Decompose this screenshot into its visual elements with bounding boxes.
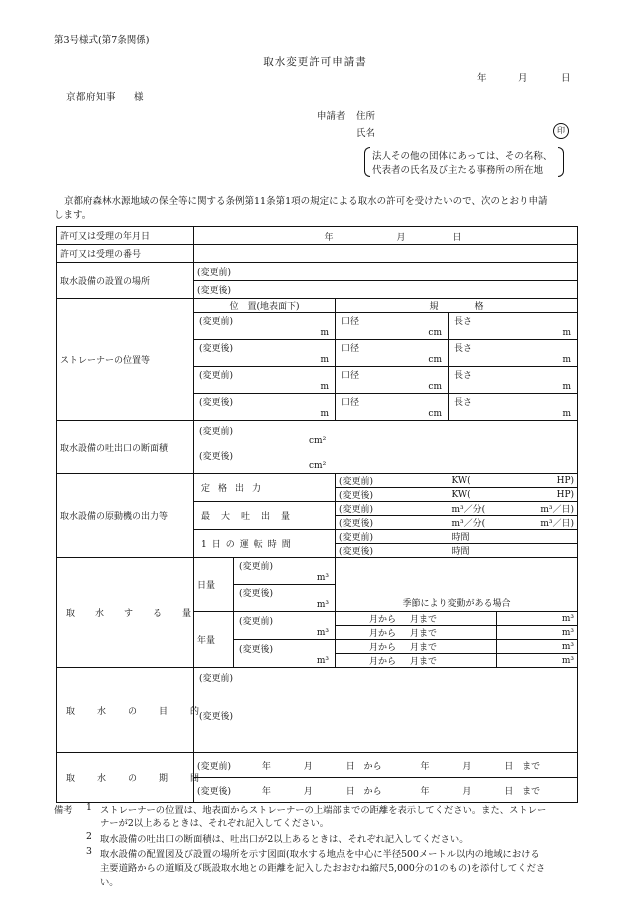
remark-1-number: 1 — [86, 802, 92, 813]
seasonal-before-2-volume[interactable]: m³ — [497, 626, 578, 640]
remark-3-line-3: い。 — [100, 877, 119, 888]
strainer-bore-after-2[interactable]: 口径 cm — [336, 394, 449, 421]
application-table — [56, 226, 578, 803]
location-after-field[interactable]: (変更後) — [194, 281, 578, 299]
intro-line-1: 京都府森林水源地域の保全等に関する条例第11条第1項の規定による取水の許可を受けたいので、次のとおり申請 — [64, 196, 548, 207]
hours-before-label: (変更前) — [336, 530, 449, 544]
seasonal-after-1-volume[interactable]: m³ — [497, 640, 578, 654]
remark-3-line-2: 主要道路からの道順及び既設取水地との距離を記入したおおむね縮尺5,000分の1のもの)を添付してくださ — [100, 863, 546, 874]
applicant-label: 申請者 — [317, 111, 346, 122]
strainer-position-after-1[interactable]: (変更後) m — [194, 340, 336, 367]
remark-3-line-1: 取水設備の配置図及び設置の場所を示す図面(取水する地点を中心に半径500メートル以内の地域における — [100, 849, 540, 860]
label-location: 取水設備の設置の場所 — [57, 263, 194, 299]
yearly-volume-after[interactable]: (変更後) m³ — [234, 640, 336, 668]
strainer-bore-before[interactable]: 口径 cm — [336, 313, 449, 340]
purpose-field[interactable]: (変更前) (変更後) — [194, 668, 578, 753]
date-year: 年 — [477, 73, 487, 84]
label-intake-volume: 取水する量 — [57, 558, 194, 668]
motor-rated-label: 定格出力 — [194, 474, 336, 502]
organization-note: 法人その他の団体にあっては、その名称、 代表者の氏名及び主たる事務所の所在地 — [364, 147, 564, 177]
strainer-length-after-2[interactable]: 長さ m — [449, 394, 578, 421]
seasonal-before-1-volume[interactable]: m³ — [497, 612, 578, 626]
outlet-area-field[interactable]: (変更前) cm² (変更後) cm² — [194, 421, 578, 474]
rated-after-kw[interactable]: KW( — [449, 488, 497, 502]
strainer-length-after-1[interactable]: 長さ m — [449, 340, 578, 367]
strainer-bore-after-1[interactable]: 口径 cm — [336, 340, 449, 367]
seasonal-after-2[interactable]: 月から 月まで — [336, 654, 497, 668]
label-motor-output: 取水設備の原動機の出力等 — [57, 474, 194, 558]
strainer-position-before-2[interactable]: (変更前) m — [194, 367, 336, 394]
label-intake-period: 取水の期間 — [57, 753, 194, 803]
daily-volume-before[interactable]: (変更前) m³ — [234, 558, 336, 585]
strainer-spec-header: 規 格 — [336, 299, 578, 313]
strainer-bore-before-2[interactable]: 口径 cm — [336, 367, 449, 394]
label-intake-purpose: 取水の目的 — [57, 668, 194, 753]
seasonal-before-2[interactable]: 月から 月まで — [336, 626, 497, 640]
label-permit-date: 許可又は受理の年月日 — [57, 227, 194, 245]
form-title: 取水変更許可申請書 — [263, 56, 367, 68]
seasonal-header: 季節により変動がある場合 — [336, 558, 578, 612]
addressee-honorific: 様 — [134, 92, 144, 103]
max-after-per-day[interactable]: m³／日) — [497, 516, 578, 530]
right-brace — [558, 147, 564, 177]
max-after-per-min[interactable]: m³／分( — [449, 516, 497, 530]
remark-2-line-1: 取水設備の吐出口の断面積は、吐出口が2以上あるときは、それぞれ記入してください。 — [100, 834, 469, 845]
label-outlet-area: 取水設備の吐出口の断面積 — [57, 421, 194, 474]
intro-line-2: します。 — [54, 210, 92, 221]
daily-volume-label: 日量 — [194, 558, 234, 612]
permit-number-field[interactable] — [194, 245, 578, 263]
strainer-position-header: 位 置(地表面下) — [194, 299, 336, 313]
location-before-field[interactable]: (変更前) — [194, 263, 578, 281]
hours-before-field[interactable]: 時間 — [449, 530, 578, 544]
seal-mark: 印 — [553, 123, 569, 139]
applicant-address-label: 住所 — [356, 111, 376, 122]
strainer-position-before[interactable]: (変更前) m — [194, 313, 336, 340]
date-month: 月 — [518, 73, 528, 84]
motor-daily-hours-label: 1日の運転時間 — [194, 530, 336, 558]
yearly-volume-label: 年量 — [194, 612, 234, 668]
rated-after-hp[interactable]: HP) — [497, 488, 578, 502]
seasonal-after-1[interactable]: 月から 月まで — [336, 640, 497, 654]
max-before-label: (変更前) — [336, 502, 449, 516]
max-before-per-day[interactable]: m³／日) — [497, 502, 578, 516]
rated-before-label: (変更前) — [336, 474, 449, 488]
form-number: 第3号様式(第7条関係) — [54, 35, 150, 46]
strainer-length-before-2[interactable]: 長さ m — [449, 367, 578, 394]
hours-after-label: (変更後) — [336, 544, 449, 558]
permit-date-field[interactable]: 年 月 日 — [194, 227, 578, 245]
remarks-heading: 備考 — [54, 805, 73, 816]
remark-3-number: 3 — [86, 846, 92, 857]
daily-volume-after[interactable]: (変更後) m³ — [234, 585, 336, 612]
seasonal-after-2-volume[interactable]: m³ — [497, 654, 578, 668]
label-strainer: ストレーナーの位置等 — [57, 299, 194, 421]
remark-1-line-2: ナーが2以上あるときは、それぞれ記入してください。 — [100, 818, 330, 829]
rated-before-hp[interactable]: HP) — [497, 474, 578, 488]
seasonal-before-1[interactable]: 月から 月まで — [336, 612, 497, 626]
strainer-position-after-2[interactable]: (変更後) m — [194, 394, 336, 421]
rated-before-kw[interactable]: KW( — [449, 474, 497, 488]
motor-max-discharge-label: 最大吐出量 — [194, 502, 336, 530]
remark-1-line-1: ストレーナーの位置は、地表面からストレーナーの上端部までの距離を表示してください。また、ストレー — [100, 805, 547, 816]
max-before-per-min[interactable]: m³／分( — [449, 502, 497, 516]
left-brace — [364, 147, 370, 177]
addressee: 京都府知事 — [66, 92, 117, 103]
rated-after-label: (変更後) — [336, 488, 449, 502]
applicant-name-label: 氏名 — [356, 128, 376, 139]
remark-2-number: 2 — [86, 831, 92, 842]
label-permit-number: 許可又は受理の番号 — [57, 245, 194, 263]
yearly-volume-before[interactable]: (変更前) m³ — [234, 612, 336, 640]
strainer-length-before[interactable]: 長さ m — [449, 313, 578, 340]
period-before-field[interactable]: (変更前) 年 月 日 から 年 月 日 まで — [194, 753, 578, 778]
date-day: 日 — [561, 73, 571, 84]
max-after-label: (変更後) — [336, 516, 449, 530]
hours-after-field[interactable]: 時間 — [449, 544, 578, 558]
period-after-field[interactable]: (変更後) 年 月 日 から 年 月 日 まで — [194, 778, 578, 803]
